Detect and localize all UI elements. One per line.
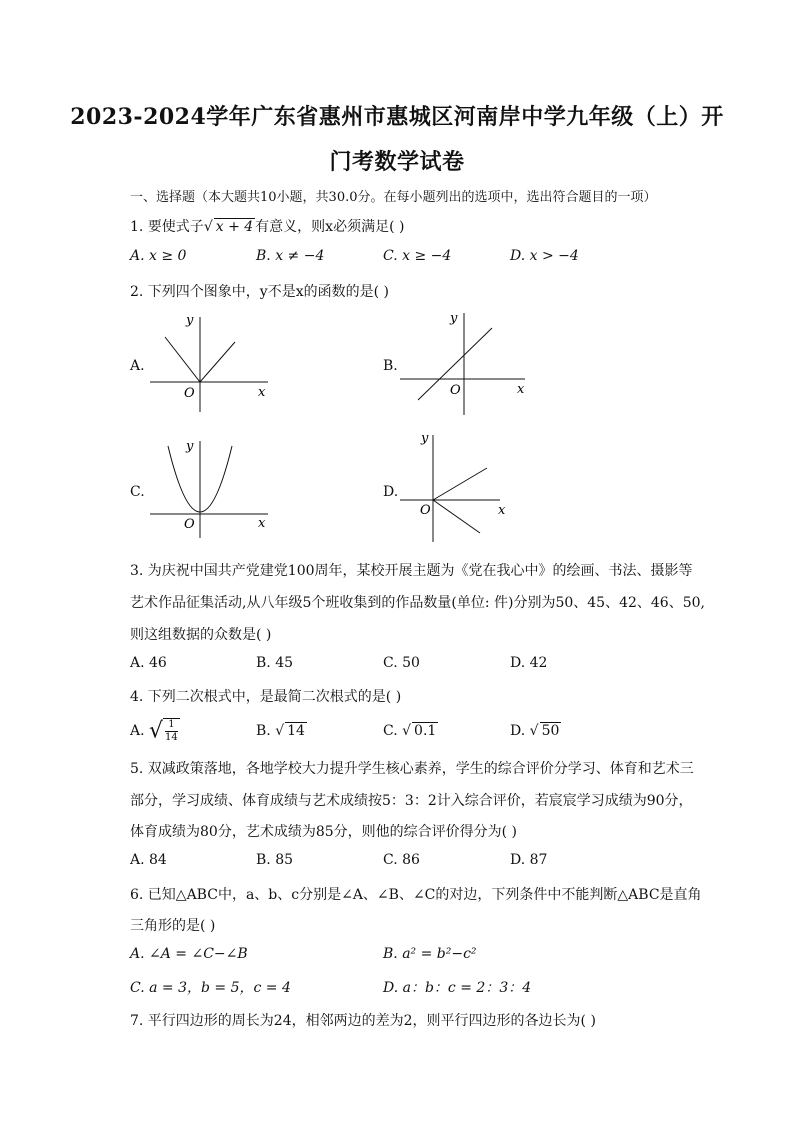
q1-option-c: C. x ≥ −4 [383,248,452,264]
question-6-line2: 三角形的是( ) [130,918,216,934]
question-3-line1: 3. 为庆祝中国共产党建党100周年，某校开展主题为《党在我心中》的绘画、书法、摄影等 [130,563,693,579]
q4-a-denominator: 14 [165,732,178,743]
q4-a-label: A. [130,723,145,739]
q1-radicand: x + 4 [215,219,254,235]
question-2: 2. 下列四个图象中，y不是x的函数的是( ) [130,284,389,300]
q6-option-c: C. a = 3，b = 5，c = 4 [130,980,291,996]
q2-c-origin: O [184,517,195,532]
q2-c-x-label: x [258,516,266,531]
exam-title-line1: 2023-2024学年广东省惠州市惠城区河南岸中学九年级（上）开 [70,104,724,130]
question-5-line3: 体育成绩为80分，艺术成绩为85分，则他的综合评价得分为( ) [130,824,518,840]
q2-d-y-label: y [421,431,429,446]
q4-option-b: B. √ 14 [256,723,305,739]
q3-option-d: D. 42 [510,655,548,671]
q2-a-origin: O [184,386,195,401]
q6-option-b: B. a² = b²−c² [383,946,477,962]
q1-suffix: 有意义，则x必须满足( ) [255,219,405,235]
question-7: 7. 平行四边形的周长为24，相邻两边的差为2，则平行四边形的各边长为( ) [130,1013,596,1029]
q5-option-c: C. 86 [383,852,420,868]
q4-option-d: D. √ 50 [510,723,560,739]
q4-a-numerator: 1 [165,719,178,732]
q4-d-label: D. [510,723,526,739]
q2-b-origin: O [450,383,461,398]
section-heading: 一、选择题（本大题共10小题，共30.0分。在每小题列出的选项中，选出符合题目的一项） [130,190,657,205]
q1-option-b: B. x ≠ −4 [256,248,325,264]
q6-option-a: A. ∠A = ∠C−∠B [130,946,248,962]
q5-option-d: D. 87 [510,852,548,868]
q2-label-c: C. [130,484,145,500]
question-5-line1: 5. 双减政策落地，各地学校大力提升学生核心素养，学生的综合评价分学习、体育和艺术三 [130,761,694,777]
q2-graph-a [150,312,275,417]
q1-option-a: A. x ≥ 0 [130,248,187,264]
question-1: 1. 要使式子√ x + 4 有意义，则x必须满足( ) [130,219,405,235]
q5-option-a: A. 84 [130,852,167,868]
q4-d-radicand: 50 [541,723,560,739]
question-5-line2: 部分，学习成绩、体育成绩与艺术成绩按5：3：2计入综合评价，若宸宸学习成绩为90分， [130,793,693,809]
q4-c-label: C. [383,723,398,739]
q4-b-label: B. [256,723,271,739]
exam-title-line2: 门考数学试卷 [329,149,465,175]
q2-d-origin: O [420,503,431,518]
q1-prefix: 1. 要使式子 [130,219,204,235]
q2-b-x-label: x [517,382,525,397]
question-6-line1: 6. 已知△ABC中，a、b、c分别是∠A、∠B、∠C的对边，下列条件中不能判断△ABC是直角 [130,887,702,903]
question-4: 4. 下列二次根式中，是最简二次根式的是( ) [130,689,402,705]
q2-graph-b [400,310,535,420]
q2-label-b: B. [383,358,398,374]
q3-option-c: C. 50 [383,655,420,671]
q2-graph-d [400,430,515,545]
question-3-line3: 则这组数据的众数是( ) [130,627,272,643]
q4-option-a: A. √ $\frac{1}{14}$ [130,718,178,744]
q2-a-y-label: y [186,313,194,328]
q4-option-c: C. √ 0.1 [383,723,437,739]
q3-option-a: A. 46 [130,655,167,671]
q4-c-radicand: 0.1 [414,723,437,739]
q6-option-d: D. a：b：c = 2：3：4 [383,980,532,996]
q2-d-x-label: x [498,503,506,518]
q1-option-d: D. x > −4 [510,248,579,264]
q2-c-y-label: y [186,439,194,454]
q3-option-b: B. 45 [256,655,294,671]
q2-b-y-label: y [450,311,458,326]
q2-label-d: D. [383,484,399,500]
question-3-line2: 艺术作品征集活动,从八年级5个班收集到的作品数量(单位: 件)分别为50、45、42、46、50, [130,595,705,611]
q2-label-a: A. [130,358,145,374]
q2-graph-c [150,438,275,543]
q2-a-x-label: x [258,385,266,400]
q5-option-b: B. 85 [256,852,294,868]
q4-b-radicand: 14 [287,723,305,739]
